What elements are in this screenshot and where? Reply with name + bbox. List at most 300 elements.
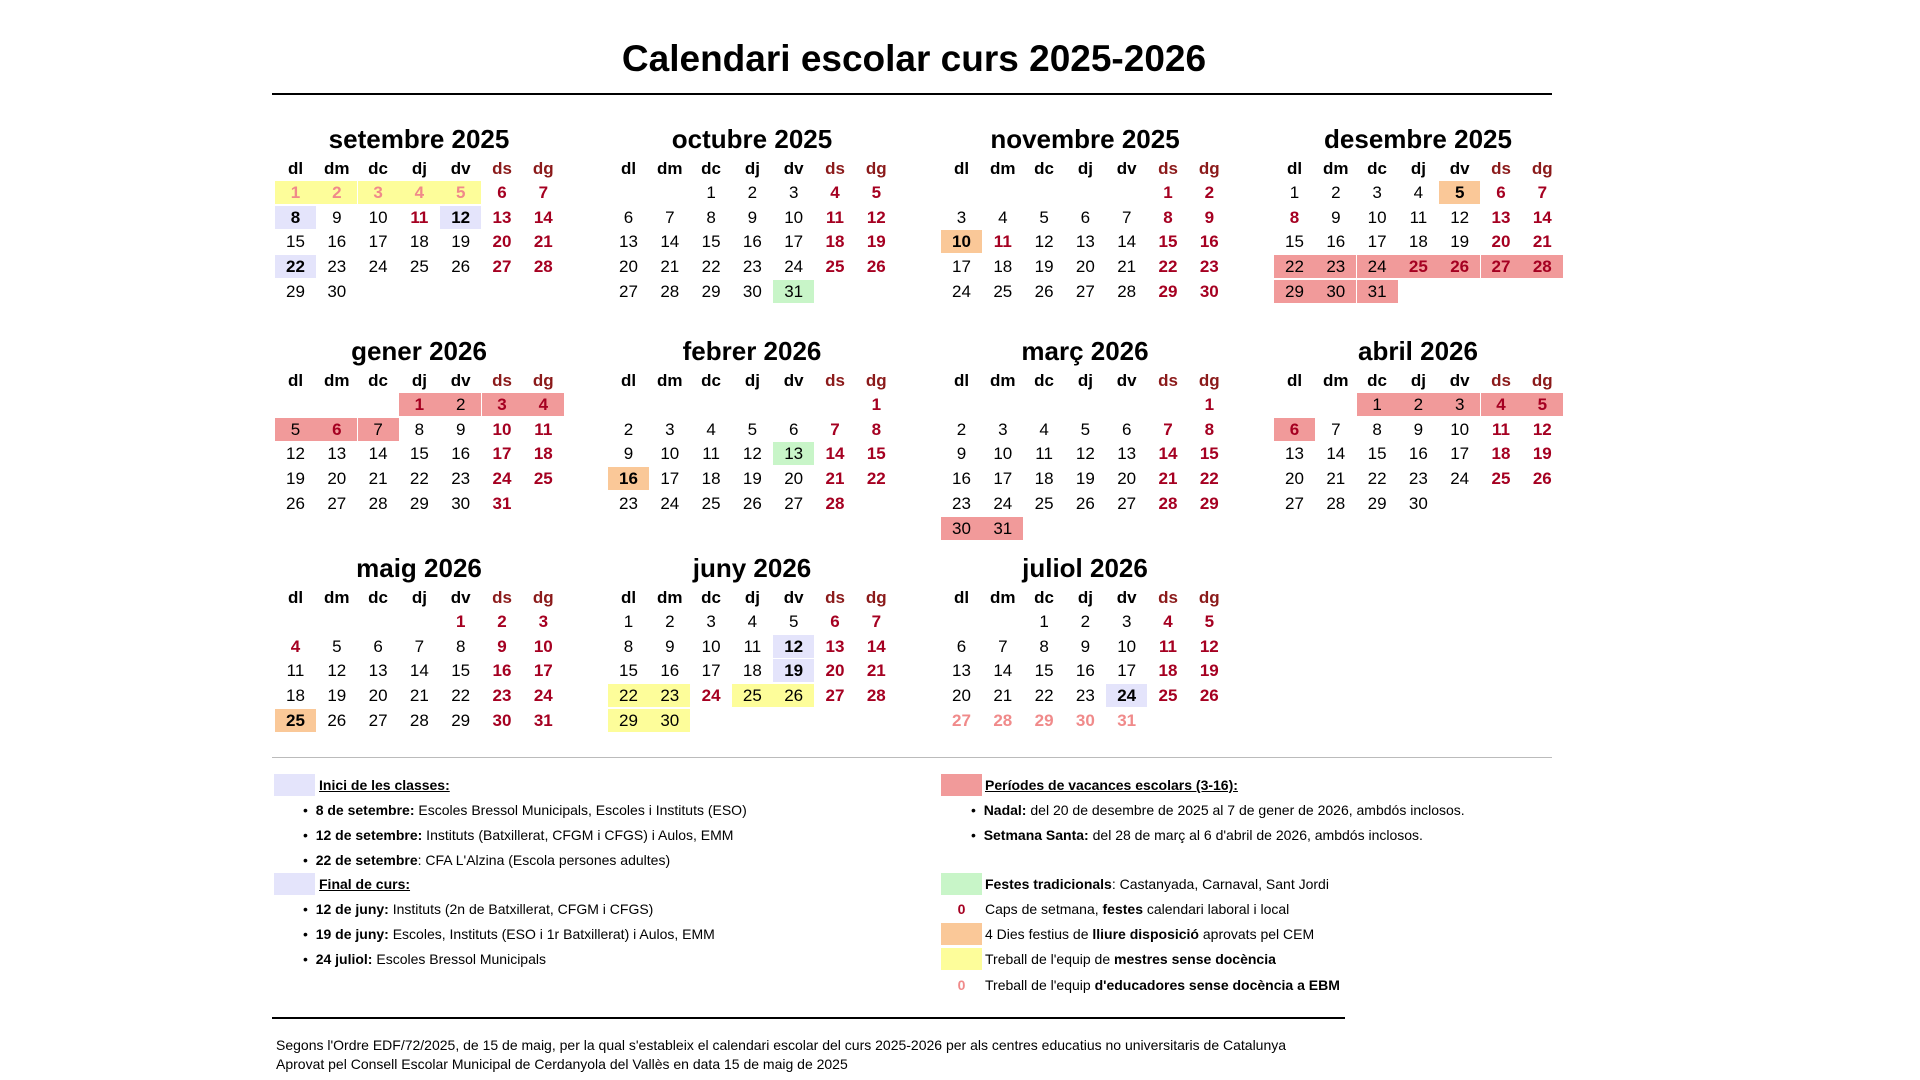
day-cell: 29 [1367,493,1387,513]
day-cell: 11 [1492,419,1510,439]
day-cell: 29 [1274,280,1315,303]
day-cell: 19 [1199,661,1219,681]
day-cell: 7 [665,207,675,227]
page-title: Calendari escolar curs 2025-2026 [621,38,1207,79]
day-cell: 11 [826,207,844,227]
day-cell: 22 [701,257,721,277]
weekday-header: dv [450,159,471,178]
day-cell: 11 [993,232,1012,252]
day-cell: 20 [368,686,388,706]
day-cell: 11 [1159,636,1177,656]
weekday-header: ds [1491,159,1511,178]
month-title: març 2026 [1021,336,1149,366]
day-cell: 1 [1357,393,1398,416]
day-cell: 9 [1204,207,1215,227]
day-cell: 4 [706,419,716,439]
day-cell: 1 [871,395,882,414]
day-cell: 1 [275,181,316,204]
day-cell: 20 [492,232,512,252]
day-cell: 24 [660,493,680,513]
day-cell: 1 [623,612,634,631]
legend-inici-title: Inici de les classes: [319,777,450,793]
weekday-header: dg [1531,371,1553,390]
day-cell: 2 [747,183,758,202]
day-cell: 9 [1331,207,1341,227]
day-cell: 23 [451,469,471,489]
day-cell: 15 [1034,661,1054,681]
weekday-header: dg [1531,159,1553,178]
day-cell: 13 [1117,444,1137,464]
weekday-header: dc [368,588,389,607]
day-cell: 14 [533,207,553,227]
day-cell: 27 [1117,493,1137,513]
day-cell: 15 [409,444,429,464]
legend-final-title: Final de curs: [319,876,411,892]
day-cell: 13 [492,207,512,227]
day-cell: 12 [1450,207,1470,227]
legend-educ-number: 0 [957,977,966,993]
weekday-header: dc [368,159,389,178]
day-cell: 27 [492,257,512,277]
day-cell: 28 [1117,281,1137,301]
weekday-header: dj [744,371,760,390]
day-cell: 18 [825,232,845,252]
day-cell: 31 [1357,280,1398,303]
day-cell: 15 [1367,444,1387,464]
day-cell: 18 [1034,469,1054,489]
day-cell: 30 [941,517,982,540]
day-cell: 25 [275,709,316,732]
day-cell: 2 [1398,393,1439,416]
weekday-header: dj [744,588,760,607]
day-cell: 3 [956,207,967,227]
weekday-header: dv [783,588,804,607]
day-cell: 22 [409,469,429,489]
legend-swatch-tradicionals [941,873,982,895]
day-cell: 22 [1274,255,1315,278]
day-cell: 5 [871,183,882,202]
day-cell: 6 [1274,418,1315,441]
day-cell: 16 [660,661,680,681]
day-cell: 7 [830,419,840,439]
day-cell: 19 [286,469,305,489]
weekday-header: dc [1034,159,1055,178]
day-cell: 13 [619,232,638,252]
day-cell: 19 [1075,469,1095,489]
day-cell: 13 [952,661,971,681]
day-cell: 29 [286,281,305,301]
legend-vacances-title: Períodes de vacances escolars (3-16): [985,777,1238,793]
day-cell: 2 [623,419,634,439]
legend-swatch-final [274,873,315,895]
weekday-header: dv [783,159,804,178]
weekday-header: ds [492,159,512,178]
weekday-header: dm [990,588,1016,607]
day-cell: 2 [497,612,507,631]
day-cell: 29 [409,493,429,513]
legend-final-item: • 24 juliol: Escoles Bressol Municipals [303,951,546,967]
day-cell: 7 [414,636,425,656]
day-cell: 30 [451,493,471,513]
day-cell: 27 [1285,493,1304,513]
day-cell: 2 [1204,183,1215,202]
day-cell: 31 [533,710,553,730]
day-cell: 29 [451,710,471,730]
day-cell: 8 [623,636,634,656]
day-cell: 9 [956,444,967,464]
day-cell: 22 [608,684,649,707]
day-cell: 16 [608,467,649,490]
day-cell: 4 [523,393,564,416]
day-cell: 2 [956,419,967,439]
legend-final-item: • 12 de juny: Instituts (2n de Batxillerat, CFGM i CFGS) [303,901,654,917]
legend-mestres: Treball de l'equip de mestres sense docència [985,951,1276,967]
month-title: gener 2026 [351,336,487,366]
day-cell: 4 [747,612,758,631]
weekday-header: dm [657,371,683,390]
day-cell: 22 [866,469,886,489]
day-cell: 1 [1039,612,1049,631]
day-cell: 4 [1413,183,1424,202]
day-cell: 1 [455,612,466,631]
day-cell: 9 [332,207,342,227]
day-cell: 25 [701,493,721,513]
day-cell: 4 [399,181,440,204]
weekday-header: dm [990,159,1016,178]
day-cell: 28 [660,281,680,301]
footer-line-1: Segons l'Ordre EDF/72/2025, de 15 de maig, per la qual s'estableix el calendari escolar del curs 2025-2026 per als centres educatius no universitaris de Catalunya [276,1037,1287,1053]
day-cell: 31 [773,280,814,303]
legend-swatch-lliure [941,923,982,945]
day-cell: 18 [742,661,762,681]
day-cell: 8 [275,206,316,229]
day-cell: 3 [1121,612,1132,631]
day-cell: 28 [1522,255,1563,278]
weekday-header: dv [450,371,471,390]
day-cell: 12 [1075,444,1095,464]
legend-inici-item: • 22 de setembre: CFA L'Alzina (Escola persones adultes) [303,852,671,868]
weekday-header: dj [1077,371,1093,390]
day-cell: 17 [993,469,1013,489]
month-title: novembre 2025 [990,124,1180,154]
day-cell: 13 [1491,207,1511,227]
weekday-header: dl [953,588,970,607]
day-cell: 9 [1080,636,1091,656]
day-cell: 18 [1408,232,1428,252]
day-cell: 11 [702,444,720,464]
day-cell: 13 [327,444,347,464]
day-cell: 20 [952,686,971,706]
day-cell: 21 [533,232,553,252]
day-cell: 4 [1163,612,1173,631]
day-cell: 9 [497,636,507,656]
day-cell: 5 [747,419,758,439]
day-cell: 30 [1075,710,1095,730]
day-cell: 30 [742,281,762,301]
day-cell: 14 [368,444,388,464]
day-cell: 6 [1121,419,1132,439]
day-cell: 8 [414,419,425,439]
weekday-header: dg [1198,588,1220,607]
weekday-header: dg [532,588,554,607]
day-cell: 2 [665,612,675,631]
day-cell: 5 [332,636,342,656]
day-cell: 19 [773,659,814,682]
day-cell: 20 [1491,232,1511,252]
legend-lliure: 4 Dies festius de lliure disposició aprovats pel CEM [985,926,1315,942]
day-cell: 29 [1158,281,1178,301]
legend-inici-item: • 12 de setembre: Instituts (Batxillerat, CFGM i CFGS) i Aulos, EMM [303,827,734,843]
day-cell: 19 [1034,257,1054,277]
day-cell: 5 [1522,393,1563,416]
day-cell: 1 [1204,395,1215,414]
day-cell: 27 [619,281,638,301]
day-cell: 7 [358,418,399,441]
weekday-header: ds [825,159,845,178]
day-cell: 10 [993,444,1013,464]
day-cell: 22 [1367,469,1387,489]
day-cell: 6 [1080,207,1091,227]
day-cell: 11 [743,636,762,656]
day-cell: 7 [1163,419,1173,439]
weekday-header: dl [1286,371,1303,390]
day-cell: 1 [706,183,716,202]
day-cell: 21 [368,469,388,489]
day-cell: 15 [1285,232,1304,252]
day-cell: 9 [747,207,758,227]
weekday-header: dv [450,588,471,607]
day-cell: 8 [455,636,466,656]
day-cell: 4 [1481,393,1522,416]
day-cell: 28 [409,710,429,730]
day-cell: 24 [1106,684,1147,707]
day-cell: 14 [660,232,680,252]
day-cell: 16 [742,232,762,252]
day-cell: 27 [1481,255,1522,278]
day-cell: 26 [1532,469,1552,489]
month-title: maig 2026 [356,553,482,583]
month-title: setembre 2025 [328,124,510,154]
day-cell: 18 [701,469,721,489]
day-cell: 6 [1496,183,1506,202]
day-cell: 14 [409,661,429,681]
day-cell: 20 [1285,469,1304,489]
day-cell: 5 [1039,207,1049,227]
day-cell: 15 [619,661,638,681]
day-cell: 22 [1034,686,1054,706]
day-cell: 24 [533,686,553,706]
day-cell: 25 [993,281,1013,301]
day-cell: 25 [732,684,773,707]
weekday-header: dl [287,588,304,607]
day-cell: 22 [275,255,316,278]
day-cell: 12 [327,661,347,681]
day-cell: 11 [534,419,553,439]
day-cell: 3 [482,393,523,416]
day-cell: 24 [952,281,971,301]
weekday-header: dc [1367,159,1388,178]
day-cell: 9 [455,419,466,439]
day-cell: 14 [1158,444,1178,464]
day-cell: 23 [952,493,971,513]
weekday-header: dg [532,371,554,390]
day-cell: 10 [941,230,982,253]
day-cell: 21 [1117,257,1137,277]
weekday-header: dj [411,159,427,178]
day-cell: 20 [784,469,804,489]
day-cell: 29 [608,709,649,732]
day-cell: 10 [784,207,804,227]
month-title: juny 2026 [692,553,812,583]
day-cell: 18 [993,257,1013,277]
day-cell: 4 [1039,419,1049,439]
day-cell: 14 [825,444,845,464]
day-cell: 24 [1357,255,1398,278]
weekday-header: dc [368,371,389,390]
day-cell: 28 [533,257,553,277]
day-cell: 7 [871,612,882,631]
day-cell: 22 [1199,469,1219,489]
day-cell: 2 [316,181,357,204]
day-cell: 25 [409,257,429,277]
weekday-header: dl [953,159,970,178]
legend-caps: Caps de setmana, festes calendari laboral i local [985,901,1290,917]
day-cell: 16 [1326,232,1346,252]
day-cell: 20 [619,257,638,277]
weekday-header: dc [1034,588,1055,607]
weekday-header: dc [701,371,722,390]
weekday-header: dg [865,588,887,607]
weekday-header: ds [1158,159,1178,178]
day-cell: 9 [623,444,634,464]
day-cell: 3 [998,419,1008,439]
weekday-header: dm [324,588,350,607]
day-cell: 21 [825,469,845,489]
day-cell: 3 [706,612,716,631]
day-cell: 24 [492,469,512,489]
weekday-header: dc [701,588,722,607]
day-cell: 18 [533,444,553,464]
day-cell: 5 [1080,419,1091,439]
day-cell: 21 [660,257,680,277]
day-cell: 7 [998,636,1008,656]
day-cell: 27 [368,710,388,730]
day-cell: 12 [773,635,814,658]
legend-vacances-item: • Setmana Santa: del 28 de març al 6 d'abril de 2026, ambdós inclosos. [971,827,1423,843]
weekday-header: dg [1198,371,1220,390]
weekday-header: ds [1158,371,1178,390]
day-cell: 17 [533,661,553,681]
day-cell: 11 [286,661,305,681]
day-cell: 21 [1532,232,1552,252]
day-cell: 18 [1158,661,1178,681]
day-cell: 7 [1121,207,1132,227]
day-cell: 24 [993,493,1013,513]
day-cell: 26 [1034,281,1054,301]
legend-final-item: • 19 de juny: Escoles, Instituts (ESO i 1r Batxillerat) i Aulos, EMM [303,926,715,942]
day-cell: 12 [1199,636,1219,656]
day-cell: 13 [368,661,388,681]
day-cell: 14 [1117,232,1137,252]
day-cell: 27 [784,493,804,513]
day-cell: 10 [1367,207,1387,227]
day-cell: 6 [316,418,357,441]
day-cell: 19 [742,469,762,489]
weekday-header: dc [1367,371,1388,390]
day-cell: 31 [1117,710,1137,730]
day-cell: 30 [1408,493,1428,513]
day-cell: 18 [286,686,305,706]
day-cell: 10 [660,444,680,464]
weekday-header: dj [1410,159,1426,178]
day-cell: 16 [451,444,471,464]
day-cell: 28 [866,686,886,706]
day-cell: 24 [368,257,388,277]
day-cell: 5 [1439,181,1480,204]
day-cell: 12 [286,444,305,464]
day-cell: 14 [866,636,886,656]
weekday-header: dj [744,159,760,178]
weekday-header: dc [1034,371,1055,390]
day-cell: 16 [1199,232,1219,252]
day-cell: 7 [538,183,549,202]
day-cell: 1 [1289,183,1300,202]
day-cell: 2 [1331,183,1341,202]
weekday-header: dl [953,371,970,390]
day-cell: 4 [290,636,301,656]
day-cell: 11 [1035,444,1053,464]
day-cell: 15 [451,661,471,681]
day-cell: 30 [1199,281,1219,301]
weekday-header: dj [1077,159,1093,178]
month-title: febrer 2026 [682,336,822,366]
day-cell: 23 [327,257,347,277]
footer-divider [272,1017,1345,1019]
day-cell: 6 [497,183,507,202]
day-cell: 24 [701,686,721,706]
day-cell: 23 [1315,255,1356,278]
day-cell: 8 [1372,419,1382,439]
day-cell: 8 [1289,207,1300,227]
day-cell: 26 [1439,255,1480,278]
legend-caps-number: 0 [957,901,966,917]
day-cell: 21 [1158,469,1178,489]
day-cell: 19 [866,232,886,252]
day-cell: 3 [665,419,675,439]
day-cell: 27 [825,686,845,706]
day-cell: 12 [1532,419,1552,439]
weekday-header: ds [492,588,512,607]
day-cell: 28 [368,493,388,513]
day-cell: 18 [409,232,429,252]
day-cell: 29 [1199,493,1219,513]
day-cell: 15 [1199,444,1219,464]
day-cell: 16 [952,469,971,489]
legend-educadores: Treball de l'equip d'educadores sense docència a EBM [985,977,1340,993]
day-cell: 6 [956,636,967,656]
day-cell: 30 [649,709,690,732]
day-cell: 31 [492,493,512,513]
day-cell: 20 [1075,257,1095,277]
legend-vacances-item: • Nadal: del 20 de desembre de 2025 al 7 de gener de 2026, ambdós inclosos. [971,802,1465,818]
day-cell: 6 [830,612,840,631]
weekday-header: dm [657,159,683,178]
weekday-header: dc [701,159,722,178]
day-cell: 1 [1163,183,1173,202]
day-cell: 19 [1532,444,1552,464]
day-cell: 26 [1075,493,1095,513]
day-cell: 16 [1075,661,1095,681]
